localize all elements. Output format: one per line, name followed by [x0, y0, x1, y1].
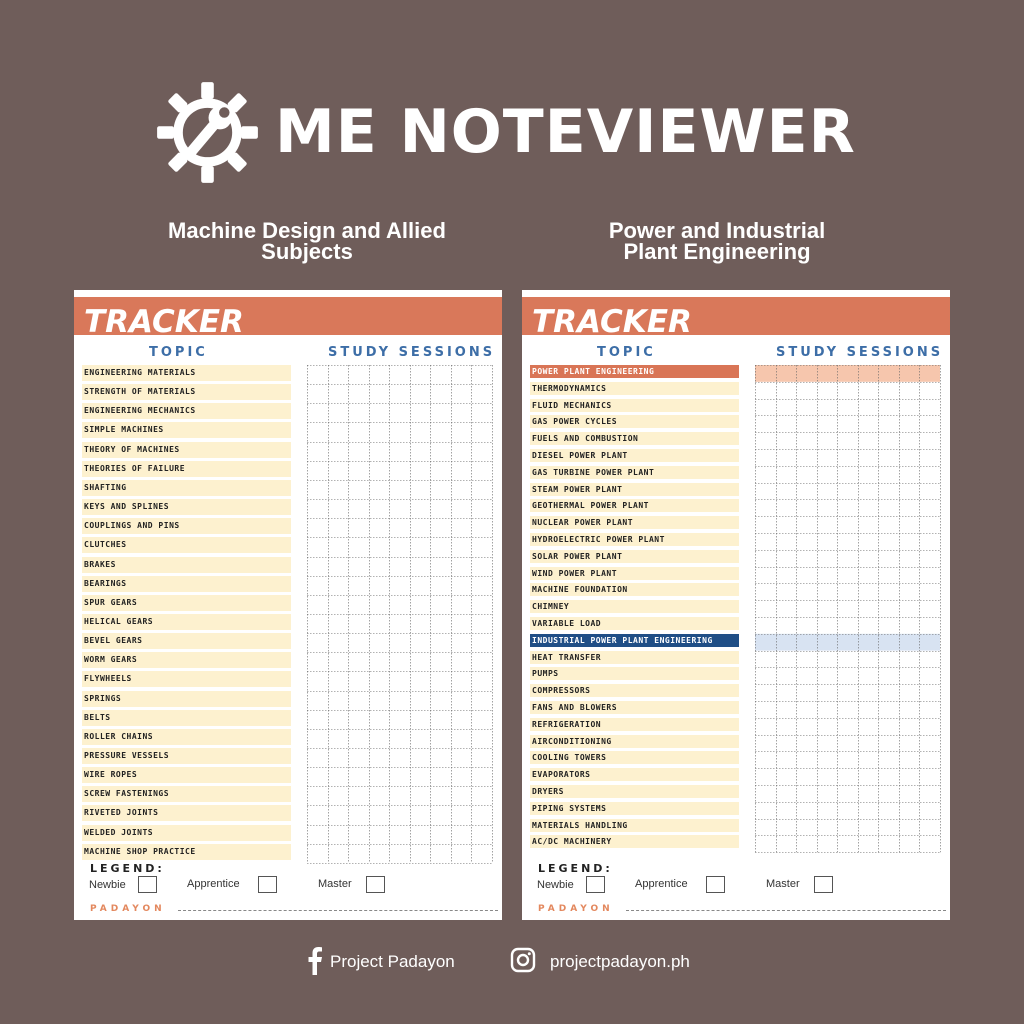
topic-row: FUELS AND COMBUSTION	[530, 432, 739, 445]
topic-row: BELTS	[82, 710, 291, 726]
facebook-icon	[307, 947, 323, 975]
study-sessions-grid[interactable]	[755, 365, 941, 854]
topic-row: WELDED JOINTS	[82, 825, 291, 841]
topic-row: SCREW FASTENINGS	[82, 786, 291, 802]
topic-row: GEOTHERMAL POWER PLANT	[530, 499, 739, 512]
topic-heading: TOPIC	[149, 345, 208, 360]
topic-row: HYDROELECTRIC POWER PLANT	[530, 533, 739, 546]
tracker-title: TRACKER	[84, 304, 244, 340]
topic-row: EVAPORATORS	[530, 768, 739, 781]
topic-row: SHAFTING	[82, 480, 291, 496]
topic-row: THERMODYNAMICS	[530, 382, 739, 395]
legend-apprentice-label: Apprentice	[187, 878, 240, 890]
topic-row: PIPING SYSTEMS	[530, 802, 739, 815]
grid-highlight-row	[755, 365, 940, 382]
topic-row: INDUSTRIAL POWER PLANT ENGINEERING	[530, 634, 739, 647]
legend-apprentice-label: Apprentice	[635, 878, 688, 890]
tracker-sheet-power-plant	[522, 290, 950, 920]
topic-row: MATERIALS HANDLING	[530, 819, 739, 832]
topic-row: HELICAL GEARS	[82, 614, 291, 630]
legend-apprentice-checkbox[interactable]	[258, 876, 277, 893]
legend-newbie-checkbox[interactable]	[586, 876, 605, 893]
topic-row: THEORY OF MACHINES	[82, 442, 291, 458]
legend-apprentice-checkbox[interactable]	[706, 876, 725, 893]
topic-row: HEAT TRANSFER	[530, 651, 739, 664]
topic-row: ENGINEERING MECHANICS	[82, 403, 291, 419]
topic-row: THEORIES OF FAILURE	[82, 461, 291, 477]
footer-padayon: PADAYON	[538, 904, 614, 914]
legend-master-checkbox[interactable]	[814, 876, 833, 893]
topic-row: COUPLINGS AND PINS	[82, 518, 291, 534]
grid-highlight-row	[755, 634, 940, 651]
app-title: ME NOTEVIEWER	[275, 97, 856, 167]
topic-row: CHIMNEY	[530, 600, 739, 613]
topic-row: DIESEL POWER PLANT	[530, 449, 739, 462]
footer-divider	[178, 910, 498, 911]
instagram-label: projectpadayon.ph	[550, 952, 690, 971]
legend-master-checkbox[interactable]	[366, 876, 385, 893]
footer-padayon: PADAYON	[90, 904, 166, 914]
subtitle-line: Subjects	[261, 239, 353, 264]
topic-row: FANS AND BLOWERS	[530, 701, 739, 714]
topic-heading: TOPIC	[597, 345, 656, 360]
facebook-label: Project Padayon	[330, 952, 455, 971]
instagram-icon	[510, 947, 536, 973]
subtitle-machine-design	[127, 220, 487, 262]
topic-row: COOLING TOWERS	[530, 751, 739, 764]
topic-row: FLUID MECHANICS	[530, 399, 739, 412]
topic-row: GAS TURBINE POWER PLANT	[530, 466, 739, 479]
legend-newbie-label: Newbie	[537, 879, 574, 891]
legend-master-label: Master	[766, 878, 800, 890]
legend-newbie-label: Newbie	[89, 879, 126, 891]
topic-row: PRESSURE VESSELS	[82, 748, 291, 764]
topic-row: SPRINGS	[82, 691, 291, 707]
topic-row: RIVETED JOINTS	[82, 805, 291, 821]
topic-row: BEARINGS	[82, 576, 291, 592]
topic-row: GAS POWER CYCLES	[530, 415, 739, 428]
topic-row: AC/DC MACHINERY	[530, 835, 739, 848]
subtitle-line: Power and Industrial	[608, 218, 826, 243]
subtitle-line: Machine Design and Allied	[168, 218, 446, 243]
topic-row: REFRIGERATION	[530, 718, 739, 731]
topic-row: PUMPS	[530, 667, 739, 680]
topic-row: WIRE ROPES	[82, 767, 291, 783]
topic-row: ENGINEERING MATERIALS	[82, 365, 291, 381]
topic-row: DRYERS	[530, 785, 739, 798]
topic-row: WIND POWER PLANT	[530, 567, 739, 580]
study-sessions-grid[interactable]	[307, 365, 493, 864]
brand-header	[155, 80, 855, 185]
subtitle-power-plant	[537, 220, 897, 262]
topic-row: CLUTCHES	[82, 537, 291, 553]
topic-row: POWER PLANT ENGINEERING	[530, 365, 739, 378]
topic-row: COMPRESSORS	[530, 684, 739, 697]
footer-divider	[626, 910, 946, 911]
legend-title: LEGEND:	[538, 862, 613, 875]
topic-row: BRAKES	[82, 557, 291, 573]
study-sessions-heading: STUDY SESSIONS	[776, 345, 944, 360]
legend-title: LEGEND:	[90, 862, 165, 875]
tracker-title: TRACKER	[532, 304, 692, 340]
topic-row: ROLLER CHAINS	[82, 729, 291, 745]
topic-row: STRENGTH OF MATERIALS	[82, 384, 291, 400]
topic-row: WORM GEARS	[82, 652, 291, 668]
subtitle-line: Plant Engineering	[623, 239, 811, 264]
topic-row: SIMPLE MACHINES	[82, 422, 291, 438]
topic-row: NUCLEAR POWER PLANT	[530, 516, 739, 529]
topic-row: FLYWHEELS	[82, 671, 291, 687]
tracker-sheet-machine-design	[74, 290, 502, 920]
legend-newbie-checkbox[interactable]	[138, 876, 157, 893]
topic-row: SOLAR POWER PLANT	[530, 550, 739, 563]
topic-row: BEVEL GEARS	[82, 633, 291, 649]
legend-master-label: Master	[318, 878, 352, 890]
topic-row: STEAM POWER PLANT	[530, 483, 739, 496]
topic-row: KEYS AND SPLINES	[82, 499, 291, 515]
gear-wrench-icon	[155, 80, 260, 185]
topic-row: VARIABLE LOAD	[530, 617, 739, 630]
topic-row: SPUR GEARS	[82, 595, 291, 611]
topic-row: AIRCONDITIONING	[530, 735, 739, 748]
topic-row: MACHINE SHOP PRACTICE	[82, 844, 291, 860]
topic-row: MACHINE FOUNDATION	[530, 583, 739, 596]
study-sessions-heading: STUDY SESSIONS	[328, 345, 496, 360]
